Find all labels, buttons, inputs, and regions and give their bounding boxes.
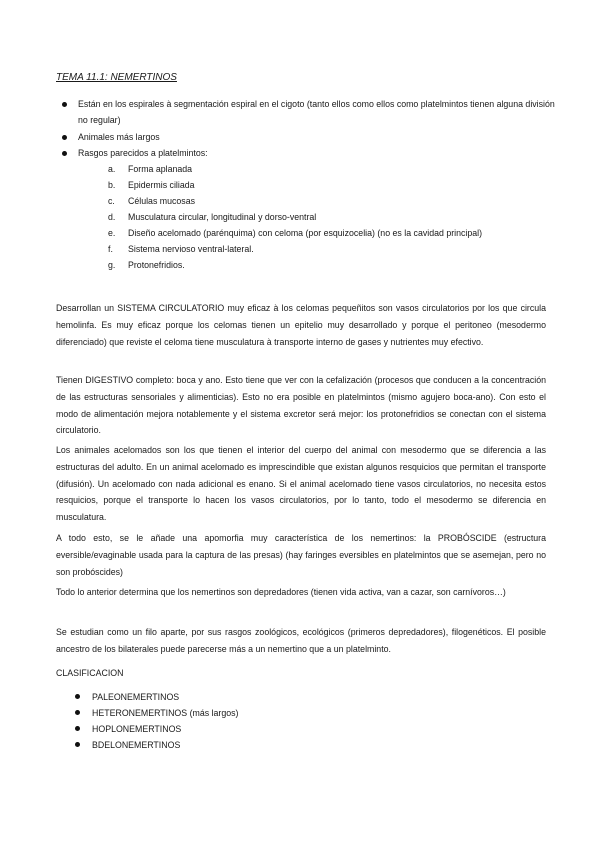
paragraph-circulatorio: Desarrollan un SISTEMA CIRCULATORIO muy eficaz à los celomas pequeñitos son vasos circulatorios por los que circula hemolinfa. Es muy eficaz porque los celomas tienen un epitelio muy desarrollado y porque el peritoneo (mesodermo diferenciado) que reviste el celoma tiene musculatura à transporte interno de gases y nutrientes muy efectivo.	[56, 303, 546, 347]
trait-marker: a.	[108, 164, 116, 174]
bullet-icon	[75, 710, 80, 715]
bullet-text: Están en los espirales à segmentación espiral en el cigoto (tanto ellos como ellos como platelmintos tienen alguna división no regular)	[78, 99, 555, 125]
trait-text: Sistema nervioso ventral-lateral.	[128, 244, 254, 254]
paragraph-filo: Se estudian como un filo aparte, por sus rasgos zoológicos, ecológicos (primeros depredadores), filogenéticos. El posible ancestro de los bilaterales puede parecerse más a un nemertino que a un platelminto.	[56, 627, 546, 654]
classification-text: PALEONEMERTINOS	[92, 692, 180, 702]
trait-text: Células mucosas	[128, 196, 195, 206]
paragraph-digestivo: Tienen DIGESTIVO completo: boca y ano. Esto tiene que ver con la cefalización (procesos que conducen a la concentración de las estructuras sensoriales y alimenticias). Esto no era posible en platelmintos (mismo agujero boca-ano). Con esto el modo de alimentación mejora notablemente y el sistema excretor será mejor: los protonefridios se conectan con el sistema circulatorio.	[56, 375, 546, 436]
page-title: TEMA 11.1: NEMERTINOS	[56, 72, 177, 83]
bullet-icon	[75, 726, 80, 731]
list-item	[78, 130, 556, 146]
bullet-text: Rasgos parecidos a platelmintos:	[78, 148, 208, 158]
bullet-icon	[75, 694, 80, 699]
trait-text: Diseño acelomado (parénquima) con celoma (por esquizocelia) (no es la cavidad principal)	[128, 228, 483, 238]
trait-marker: b.	[108, 180, 116, 190]
classification-item	[92, 690, 179, 705]
list-item	[78, 146, 556, 162]
paragraph-depredadores: Todo lo anterior determina que los nemertinos son depredadores (tienen vida activa, van a cazar, son carnívoros…)	[56, 587, 506, 597]
classification-item	[92, 722, 181, 737]
classification-item	[92, 706, 238, 721]
trait-marker: e.	[108, 228, 116, 238]
trait-text: Musculatura circular, longitudinal y dorso-ventral	[128, 212, 317, 222]
trait-marker: g.	[108, 260, 116, 270]
trait-text: Epidermis ciliada	[128, 180, 195, 190]
classification-heading: CLASIFICACION	[56, 668, 124, 678]
bullet-icon	[75, 742, 80, 747]
bullet-icon	[62, 135, 67, 140]
classification-item	[92, 738, 180, 753]
list-item	[78, 97, 556, 128]
trait-marker: d.	[108, 212, 116, 222]
bullet-icon	[62, 151, 67, 156]
classification-text: HETERONEMERTINOS (más largos)	[92, 708, 239, 718]
paragraph-proboscide: A todo esto, se le añade una apomorfia muy característica de los nemertinos: la PROBÓSCIDE (estructura eversible/evaginable usada para la captura de las presas) (hay faringes eversibles en platelmintos que se asemejan, pero no son probóscides)	[56, 533, 546, 577]
bullet-text: Animales más largos	[78, 132, 160, 142]
bullet-icon	[62, 102, 67, 107]
trait-marker: f.	[108, 244, 113, 254]
classification-text: HOPLONEMERTINOS	[92, 724, 182, 734]
trait-text: Protonefridios.	[128, 260, 185, 270]
classification-text: BDELONEMERTINOS	[92, 740, 181, 750]
trait-text: Forma aplanada	[128, 164, 193, 174]
trait-marker: c.	[108, 196, 115, 206]
paragraph-acelomados: Los animales acelomados son los que tienen el interior del cuerpo del animal con mesodermo que se diferencia a las estructuras del adulto. En un animal acelomado es imprescindible que existan algunos resquicios que permitan el transporte (difusión). Un acelomado con nada adicional es enano. Si el animal acelomado tiene vasos circulatorios, no necesita estos resquicios, porque el transporte lo hacen los vasos circulatorios, por lo tanto, todo el mesodermo se diferencia en musculatura.	[56, 445, 546, 523]
